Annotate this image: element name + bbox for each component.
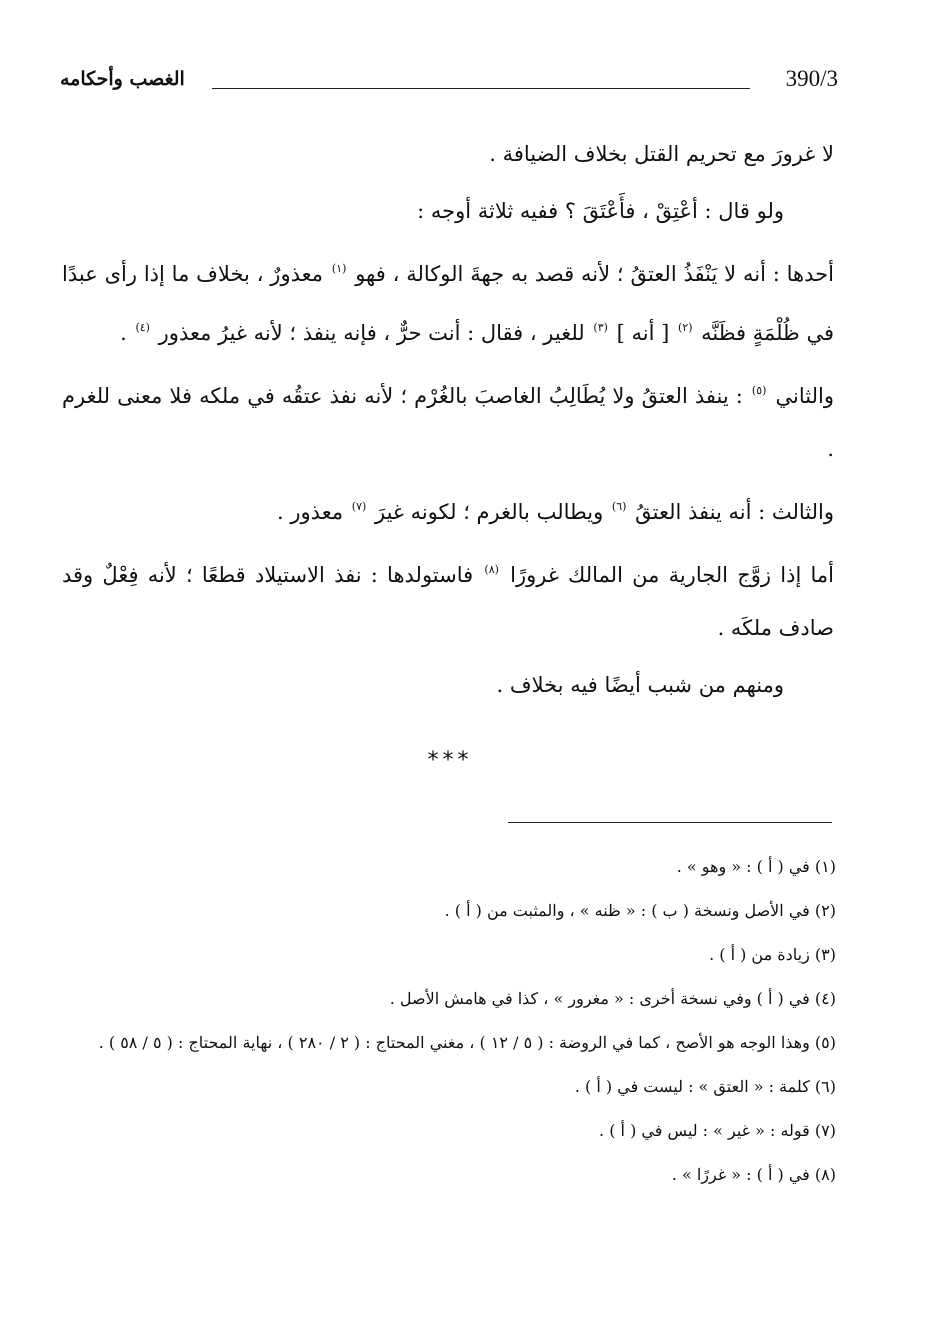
footnote-marker[interactable]: (٨)	[484, 563, 499, 576]
footnote-marker[interactable]: (٦)	[611, 500, 627, 513]
footnote-marker[interactable]: (١)	[331, 262, 347, 275]
paragraph-5	[62, 480, 834, 539]
header-rule	[212, 88, 750, 89]
paragraph-6	[62, 543, 834, 655]
paragraph-text: للغير ، فقال : أنت حرٌّ ، فإنه ينفذ ؛ لأنه غيرُ معذور	[158, 321, 585, 345]
footnote-7: (٧) قوله : « غير » : ليس في ( أ ) .	[599, 1121, 836, 1140]
footnote-6: (٦) كلمة : « العتق » : ليست في ( أ ) .	[574, 1077, 836, 1096]
paragraph-text: فاستولدها : نفذ الاستيلاد قطعًا ؛ لأنه فِعْلٌ وقد صادف ملكَه .	[62, 563, 834, 640]
footnote-marker[interactable]: (٣)	[593, 321, 608, 334]
footnote-marker[interactable]: (٤)	[135, 321, 150, 334]
footnote-2: (٢) في الأصل ونسخة ( ب ) : « ظنه » ، والمثبت من ( أ ) .	[444, 901, 836, 920]
footnotes	[66, 850, 836, 1191]
paragraph-text: [ أنه ]	[616, 321, 670, 345]
paragraph-4	[62, 364, 834, 476]
paragraph-text: أما إذا زوَّج الجارية من المالك غرورًا	[510, 563, 834, 587]
running-title: الغصب وأحكامه	[60, 68, 185, 90]
paragraph-text: : ينفذ العتقُ ولا يُطَالِبُ الغاصبَ بالغُرْم ؛ لأنه نفذ عتقُه في ملكه فلا معنى للغرم .	[62, 384, 834, 461]
footnote-marker[interactable]: (٥)	[751, 384, 767, 397]
footnote-5: (٥) وهذا الوجه هو الأصح ، كما في الروضة : ( ٥ / ١٢ ) ، مغني المحتاج : ( ٢ / ٢٨٠ ) ، نهاية المحتاج : ( ٥ / ٥٨ ) .	[98, 1033, 836, 1052]
footnote-marker[interactable]: (٢)	[677, 321, 693, 334]
footnote-1: (١) في ( أ ) : « وهو » .	[676, 857, 836, 876]
paragraph-text: ويطالب بالغرم ؛ لكونه غيرَ	[374, 500, 604, 524]
paragraph-text: والثالث : أنه ينفذ العتقُ	[635, 500, 834, 524]
paragraph-text: معذور .	[277, 500, 344, 524]
footnote-8: (٨) في ( أ ) : « غررًا » .	[671, 1165, 836, 1184]
footnote-3: (٣) زيادة من ( أ ) .	[709, 945, 836, 964]
paragraph-1	[62, 128, 834, 181]
paragraph-text: ولو قال : أعْتِقْ ، فأَعْتَقَ ؟ ففيه ثلاثة أوجه :	[417, 199, 784, 223]
paragraph-2	[62, 185, 834, 238]
paragraph-text: .	[120, 321, 127, 345]
paragraph-3	[62, 242, 834, 360]
section-separator: ***	[427, 748, 473, 773]
page-number: 390/3	[785, 66, 838, 91]
footnote-marker[interactable]: (٧)	[351, 500, 367, 513]
paragraph-text: أحدها : أنه لا يَنْفَذُ العتقُ ؛ لأنه قصد به جهةَ الوكالة ، فهو	[355, 262, 834, 286]
paragraph-7	[62, 659, 834, 712]
paragraph-text: والثاني	[775, 384, 834, 408]
footnote-4: (٤) في ( أ ) وفي نسخة أخرى : « مغرور » ، كذا في هامش الأصل .	[389, 989, 836, 1008]
main-text	[62, 128, 834, 712]
paragraph-text: ومنهم من شبب أيضًا فيه بخلاف .	[496, 673, 784, 697]
footnote-rule	[508, 822, 832, 823]
running-header	[60, 66, 838, 102]
paragraph-text: معذورٌ ، بخلاف ما إذا رأى عبدًا في ظُلْمَةٍ فظَنَّه	[62, 262, 834, 345]
paragraph-text: لا غرورَ مع تحريم القتل بخلاف الضيافة .	[489, 142, 834, 166]
